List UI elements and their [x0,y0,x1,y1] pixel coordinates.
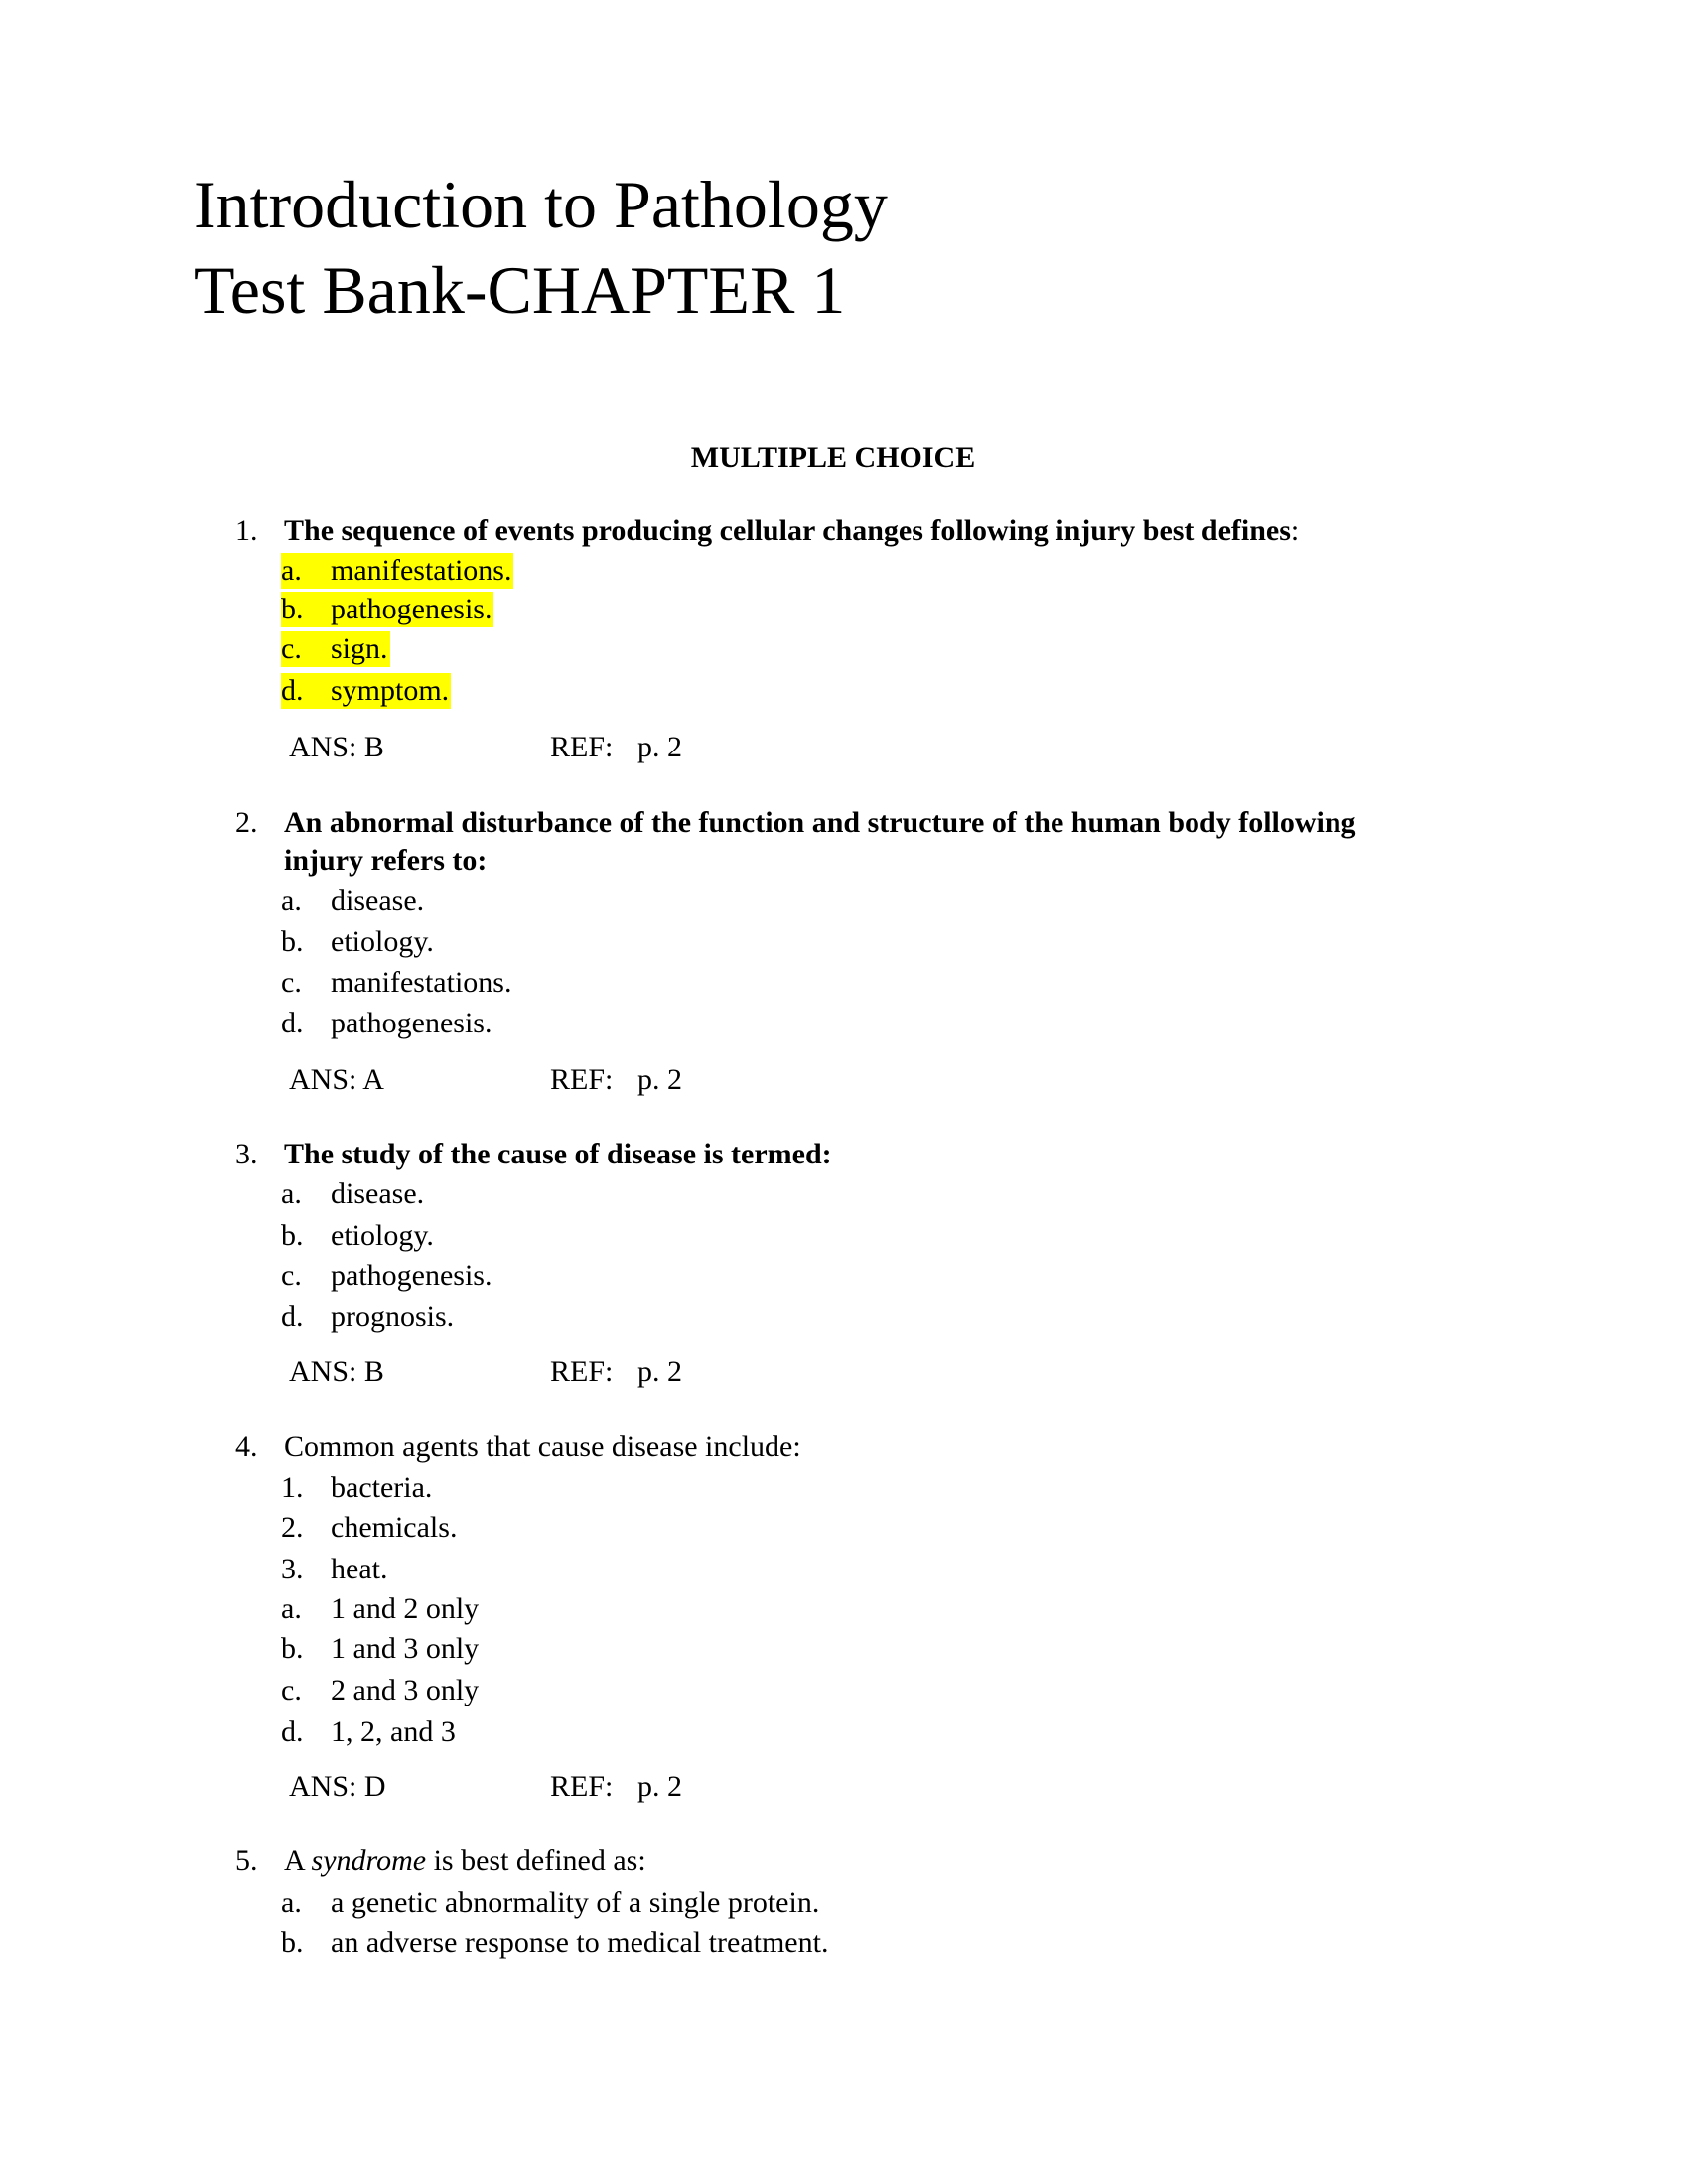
ref-page: p. 2 [637,731,682,763]
ref-page: p. 2 [637,1063,682,1096]
ref-page: p. 2 [637,1770,682,1803]
option-text: a genetic abnormality of a single protein. [331,1886,820,1919]
option-b [281,1216,434,1256]
item-number: 3. [281,1553,304,1585]
option-text: disease. [331,1177,425,1210]
item-text: heat. [331,1553,388,1585]
option-text: etiology. [331,925,434,958]
option-letter: b. [281,1632,304,1665]
option-letter: a. [281,1886,302,1919]
answer: ANS: A [289,1063,384,1096]
option-text: 1, 2, and 3 [331,1715,456,1748]
option-text: 1 and 2 only [331,1592,480,1625]
question-text-pre: A [284,1844,312,1877]
option-a [281,551,513,591]
option-text: prognosis. [331,1300,455,1333]
option-b [281,590,493,629]
option-b [281,1629,479,1669]
question-text-line2: injury refers to: [284,844,488,877]
item-number: 2. [281,1511,304,1544]
question-number: 2. [235,806,258,839]
option-c [281,963,511,1003]
option-d [281,1004,492,1043]
question-text: Common agents that cause disease include: [284,1431,801,1463]
option-c [281,1671,479,1710]
option-b [281,922,434,962]
question-text [284,803,1356,843]
question-text-bold: The study of the cause of disease is termed: [284,1138,832,1170]
question-text-line1: An abnormal disturbance of the function and structure of the human body following [284,806,1356,839]
option-text: disease. [331,885,425,917]
option-b [281,1923,828,1963]
question-text-bold: The sequence of events producing cellular changes following injury best defines [284,514,1291,547]
item-2 [281,1508,457,1548]
question-number: 1. [235,514,258,547]
ref-page: p. 2 [637,1355,682,1388]
ref-label: REF: [550,1063,614,1096]
question-text-suffix: : [1290,514,1300,547]
option-text: sign. [331,632,388,665]
question-text [284,1842,646,1881]
option-letter: c. [281,1259,302,1292]
item-text: chemicals. [331,1511,458,1544]
question-text [284,1135,832,1174]
option-a [281,1589,479,1629]
option-letter: b. [281,1926,304,1959]
option-text: an adverse response to medical treatment. [331,1926,829,1959]
ref-label: REF: [550,1770,614,1803]
highlight [281,631,390,667]
item-3 [281,1550,387,1589]
option-letter: d. [281,674,304,707]
option-a [281,1883,819,1923]
question-text-post: is best defined as: [426,1844,646,1877]
option-d [281,671,451,711]
question-number: 3. [235,1138,258,1170]
ref-label: REF: [550,1355,614,1388]
option-d [281,1712,456,1752]
answer: ANS: D [289,1770,386,1803]
question-text [284,841,487,881]
document-title-line2: Test Bank-CHAPTER 1 [194,252,846,328]
highlight [281,592,493,627]
answer: ANS: B [289,731,384,763]
answer: ANS: B [289,1355,384,1388]
question-number: 5. [235,1844,258,1877]
option-c [281,629,390,669]
ref-label: REF: [550,731,614,763]
option-text: pathogenesis. [331,593,492,625]
option-letter: b. [281,1219,304,1252]
option-text: 1 and 3 only [331,1632,480,1665]
question-term: syndrome [311,1844,427,1877]
option-text: manifestations. [331,966,512,999]
option-letter: a. [281,1177,302,1210]
option-letter: c. [281,966,302,999]
item-number: 1. [281,1471,304,1504]
option-text: 2 and 3 only [331,1674,480,1706]
highlight [281,673,451,709]
option-letter: c. [281,632,302,665]
option-letter: d. [281,1007,304,1039]
option-d [281,1297,454,1337]
option-letter: b. [281,925,304,958]
option-letter: d. [281,1715,304,1748]
option-letter: a. [281,554,302,587]
option-text: symptom. [331,674,450,707]
option-letter: b. [281,593,304,625]
option-a [281,882,424,921]
option-text: pathogenesis. [331,1007,492,1039]
question-number: 4. [235,1431,258,1463]
option-a [281,1174,424,1214]
option-text: manifestations. [331,554,512,587]
item-text: bacteria. [331,1471,433,1504]
option-letter: d. [281,1300,304,1333]
document-title-line1: Introduction to Pathology [194,167,888,242]
option-letter: a. [281,885,302,917]
section-heading: MULTIPLE CHOICE [690,441,976,474]
question-text [284,511,1299,551]
item-1 [281,1468,432,1508]
highlight [281,553,513,589]
option-c [281,1256,492,1296]
option-text: pathogenesis. [331,1259,492,1292]
option-letter: c. [281,1674,302,1706]
option-letter: a. [281,1592,302,1625]
option-text: etiology. [331,1219,434,1252]
